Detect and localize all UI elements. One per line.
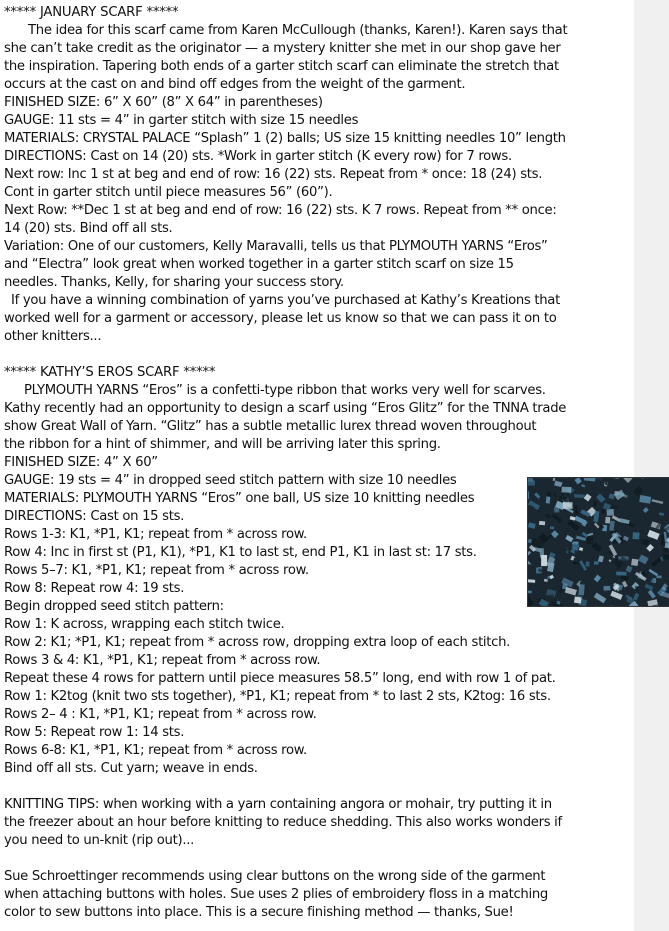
- ribbon-fleck: [611, 478, 619, 479]
- ribbon-fleck: [656, 575, 661, 578]
- eros-finished-size: FINISHED SIZE: 4” X 60”: [4, 455, 158, 470]
- ribbon-fleck: [638, 554, 648, 564]
- document-body: [4, 4, 636, 922]
- ribbon-fleck: [632, 532, 639, 539]
- ribbon-fleck: [621, 575, 629, 581]
- ribbon-fleck: [574, 494, 585, 498]
- ribbon-fleck: [528, 551, 531, 560]
- ribbon-fleck: [657, 602, 663, 606]
- january-line: and “Electra” look great when worked together in a garter stitch scarf on size 15: [4, 257, 514, 272]
- ribbon-fleck: [629, 502, 636, 506]
- ribbon-fleck: [611, 504, 619, 509]
- ribbon-fleck: [570, 516, 576, 521]
- eros-line: Begin dropped seed stitch pattern:: [4, 599, 224, 614]
- ribbon-fleck: [574, 597, 582, 604]
- ribbon-fleck: [645, 584, 654, 591]
- ribbon-fleck: [528, 591, 532, 594]
- ribbon-fleck: [550, 527, 554, 530]
- yarn-swatch-photo: [527, 477, 669, 607]
- ribbon-fleck: [561, 487, 571, 493]
- ribbon-fleck: [578, 584, 584, 595]
- ribbon-fleck: [605, 517, 610, 524]
- ribbon-fleck: [547, 594, 554, 600]
- ribbon-fleck: [639, 495, 651, 504]
- january-directions: DIRECTIONS: Cast on 14 (20) sts. *Work in garter stitch (K every row) for 7 rows.: [4, 149, 512, 164]
- buttons-tip-line: when attaching buttons with holes. Sue uses 2 plies of embroidery floss in a matching: [4, 887, 548, 902]
- eros-line: Repeat these 4 rows for pattern until piece measures 58.5” long, end with row 1 of pat.: [4, 671, 556, 686]
- ribbon-fleck: [528, 478, 533, 482]
- january-line: other knitters...: [4, 329, 102, 344]
- january-line: she can’t take credit as the originator — a mystery knitter she met in our shop gave her: [4, 41, 561, 56]
- eros-line: Kathy recently had an opportunity to design a scarf using “Eros Glitz” for the TNNA trade: [4, 401, 567, 416]
- ribbon-fleck: [594, 561, 599, 564]
- eros-line: Rows 6-8: K1, *P1, K1; repeat from * across row.: [4, 743, 307, 758]
- ribbon-fleck: [556, 527, 566, 534]
- ribbon-fleck: [593, 501, 597, 506]
- january-materials: MATERIALS: CRYSTAL PALACE “Splash” 1 (2) balls; US size 15 knitting needles 10” length: [4, 131, 566, 146]
- ribbon-fleck: [544, 579, 548, 582]
- january-finished-size: FINISHED SIZE: 6” X 60” (8” X 64” in parentheses): [4, 95, 323, 110]
- ribbon-fleck: [552, 492, 557, 498]
- ribbon-fleck: [649, 479, 660, 486]
- ribbon-fleck: [633, 593, 639, 601]
- eros-line: Bind off all sts. Cut yarn; weave in ends.: [4, 761, 258, 776]
- ribbon-fleck: [612, 515, 621, 522]
- ribbon-fleck: [595, 478, 602, 482]
- ribbon-fleck: [647, 530, 659, 540]
- ribbon-fleck: [623, 487, 634, 493]
- buttons-tip-line: color to sew buttons into place. This is a secure finishing method — thanks, Sue!: [4, 905, 514, 920]
- january-line: 14 (20) sts. Bind off all sts.: [4, 221, 173, 236]
- ribbon-fleck: [663, 547, 669, 553]
- ribbon-fleck: [651, 557, 662, 566]
- eros-line: show Great Wall of Yarn. “Glitz” has a subtle metallic lurex thread woven throughout: [4, 419, 537, 434]
- ribbon-fleck: [663, 554, 669, 560]
- ribbon-fleck: [542, 483, 550, 489]
- eros-directions: DIRECTIONS: Cast on 15 sts.: [4, 509, 185, 524]
- january-line: the inspiration. Tapering both ends of a garter stitch scarf can eliminate the stretch that: [4, 59, 559, 74]
- eros-line: Row 8: Repeat row 4: 19 sts.: [4, 581, 185, 596]
- page-margin-shade: [634, 0, 669, 931]
- ribbon-fleck: [604, 572, 611, 579]
- ribbon-fleck: [575, 550, 582, 562]
- eros-line: Row 1: K across, wrapping each stitch twice.: [4, 617, 285, 632]
- eros-line: Row 1: K2tog (knit two sts together), *P1, K1; repeat from * to last 2 sts, K2tog: 16 sts.: [4, 689, 551, 704]
- ribbon-fleck: [534, 492, 540, 498]
- ribbon-fleck: [586, 561, 590, 566]
- ribbon-fleck: [605, 478, 607, 485]
- ribbon-fleck: [607, 509, 614, 516]
- spacer: [4, 346, 636, 364]
- ribbon-fleck: [661, 591, 669, 598]
- ribbon-fleck: [563, 502, 573, 509]
- ribbon-fleck: [596, 493, 605, 502]
- eros-materials: MATERIALS: PLYMOUTH YARNS “Eros” one ball, US size 10 knitting needles: [4, 491, 475, 506]
- eros-scarf-heading: ***** KATHY’S EROS SCARF *****: [4, 365, 216, 380]
- ribbon-fleck: [536, 588, 543, 592]
- ribbon-fleck: [601, 604, 609, 606]
- ribbon-fleck: [598, 555, 604, 562]
- ribbon-fleck: [633, 486, 644, 496]
- knitting-tips-line: the freezer about an hour before knitting to reduce shedding. This also works wonders if: [4, 815, 562, 830]
- ribbon-fleck: [651, 580, 656, 582]
- ribbon-fleck: [581, 484, 585, 488]
- ribbon-fleck: [574, 505, 578, 515]
- ribbon-fleck: [640, 478, 651, 479]
- january-line: Cont in garter stitch until piece measures 56” (60”).: [4, 185, 333, 200]
- ribbon-fleck: [626, 565, 633, 572]
- ribbon-fleck: [528, 594, 534, 606]
- ribbon-fleck: [547, 492, 551, 498]
- ribbon-fleck: [548, 537, 561, 546]
- ribbon-fleck: [646, 544, 654, 552]
- january-scarf-heading: ***** JANUARY SCARF *****: [4, 5, 179, 20]
- ribbon-fleck: [609, 605, 616, 606]
- eros-line: Row 4: Inc in first st (P1, K1), *P1, K1 to last st, end P1, K1 in last st: 17 sts.: [4, 545, 477, 560]
- january-line: The idea for this scarf came from Karen McCullough (thanks, Karen!). Karen says that: [28, 23, 568, 38]
- ribbon-fleck: [652, 499, 664, 504]
- ribbon-fleck: [631, 559, 638, 566]
- ribbon-fleck: [565, 587, 577, 596]
- spacer: [4, 778, 636, 796]
- eros-line: PLYMOUTH YARNS “Eros” is a confetti-type ribbon that works very well for scarves.: [24, 383, 546, 398]
- ribbon-fleck: [545, 514, 551, 519]
- eros-line: Row 5: Repeat row 1: 14 sts.: [4, 725, 185, 740]
- eros-line: the ribbon for a hint of shimmer, and will be arriving later this spring.: [4, 437, 441, 452]
- ribbon-fleck: [567, 520, 579, 531]
- ribbon-fleck: [554, 575, 557, 579]
- january-line: Next row: Inc 1 st at beg and end of row: 16 (22) sts. Repeat from * once: 18 (24) sts.: [4, 167, 543, 182]
- january-line: occurs at the cast on and bind off edges from the weight of the garment.: [4, 77, 466, 92]
- ribbon-fleck: [552, 514, 563, 524]
- eros-line: Row 2: K1; *P1, K1; repeat from * across row, dropping extra loop of each stitch.: [4, 635, 511, 650]
- ribbon-fleck: [594, 593, 607, 604]
- ribbon-fleck: [550, 601, 562, 606]
- buttons-tip-line: Sue Schroettinger recommends using clear buttons on the wrong side of the garment: [4, 869, 546, 884]
- january-line: Next Row: **Dec 1 st at beg and end of row: 16 (22) sts. K 7 rows. Repeat from ** once:: [4, 203, 557, 218]
- january-gauge: GAUGE: 11 sts = 4” in garter stitch with size 15 needles: [4, 113, 359, 128]
- spacer: [4, 850, 636, 868]
- eros-line: Rows 3 & 4: K1, *P1, K1; repeat from * across row.: [4, 653, 321, 668]
- ribbon-fleck: [610, 591, 622, 600]
- ribbon-fleck: [586, 536, 594, 545]
- eros-line: Rows 2– 4 : K1, *P1, K1; repeat from * across row.: [4, 707, 317, 722]
- knitting-tips-line: you need to un-knit (rip out)...: [4, 833, 195, 848]
- ribbon-fleck: [541, 555, 547, 566]
- ribbon-fleck: [528, 522, 536, 529]
- ribbon-fleck: [643, 507, 649, 513]
- ribbon-fleck: [616, 571, 626, 575]
- ribbon-fleck: [587, 533, 593, 537]
- ribbon-fleck: [662, 508, 666, 512]
- january-line: needles. Thanks, Kelly, for sharing your success story.: [4, 275, 344, 290]
- ribbon-fleck: [553, 478, 556, 481]
- ribbon-fleck: [528, 556, 531, 565]
- knitting-tips-line: KNITTING TIPS: when working with a yarn containing angora or mohair, try putting it in: [4, 797, 552, 812]
- ribbon-fleck: [648, 590, 656, 599]
- ribbon-fleck: [609, 493, 615, 499]
- ribbon-fleck: [635, 539, 643, 544]
- ribbon-fleck: [592, 542, 603, 552]
- ribbon-fleck: [528, 579, 535, 583]
- ribbon-fleck: [584, 478, 596, 481]
- ribbon-fleck: [609, 521, 615, 531]
- eros-gauge: GAUGE: 19 sts = 4” in dropped seed stitch pattern with size 10 needles: [4, 473, 457, 488]
- ribbon-fleck: [648, 569, 658, 576]
- eros-line: Rows 5–7: K1, *P1, K1; repeat from * across row.: [4, 563, 309, 578]
- ribbon-fleck: [575, 478, 582, 484]
- january-line: If you have a winning combination of yarns you’ve purchased at Kathy’s Kreations that: [11, 293, 560, 308]
- ribbon-fleck: [601, 510, 605, 514]
- january-line: worked well for a garment or accessory, please let us know so that we can pass it on to: [4, 311, 557, 326]
- ribbon-fleck: [603, 586, 610, 591]
- ribbon-fleck: [659, 512, 664, 516]
- ribbon-fleck: [539, 521, 545, 525]
- ribbon-fleck: [603, 503, 611, 511]
- eros-line: Rows 1-3: K1, *P1, K1; repeat from * across row.: [4, 527, 307, 542]
- ribbon-fleck: [546, 496, 551, 503]
- ribbon-fleck: [622, 478, 633, 483]
- ribbon-fleck: [635, 586, 639, 590]
- ribbon-fleck: [528, 491, 529, 499]
- january-variation: Variation: One of our customers, Kelly Maravalli, tells us that PLYMOUTH YARNS “Eros”: [4, 239, 548, 254]
- yarn-swatch-texture: [528, 478, 669, 606]
- ribbon-fleck: [584, 494, 592, 502]
